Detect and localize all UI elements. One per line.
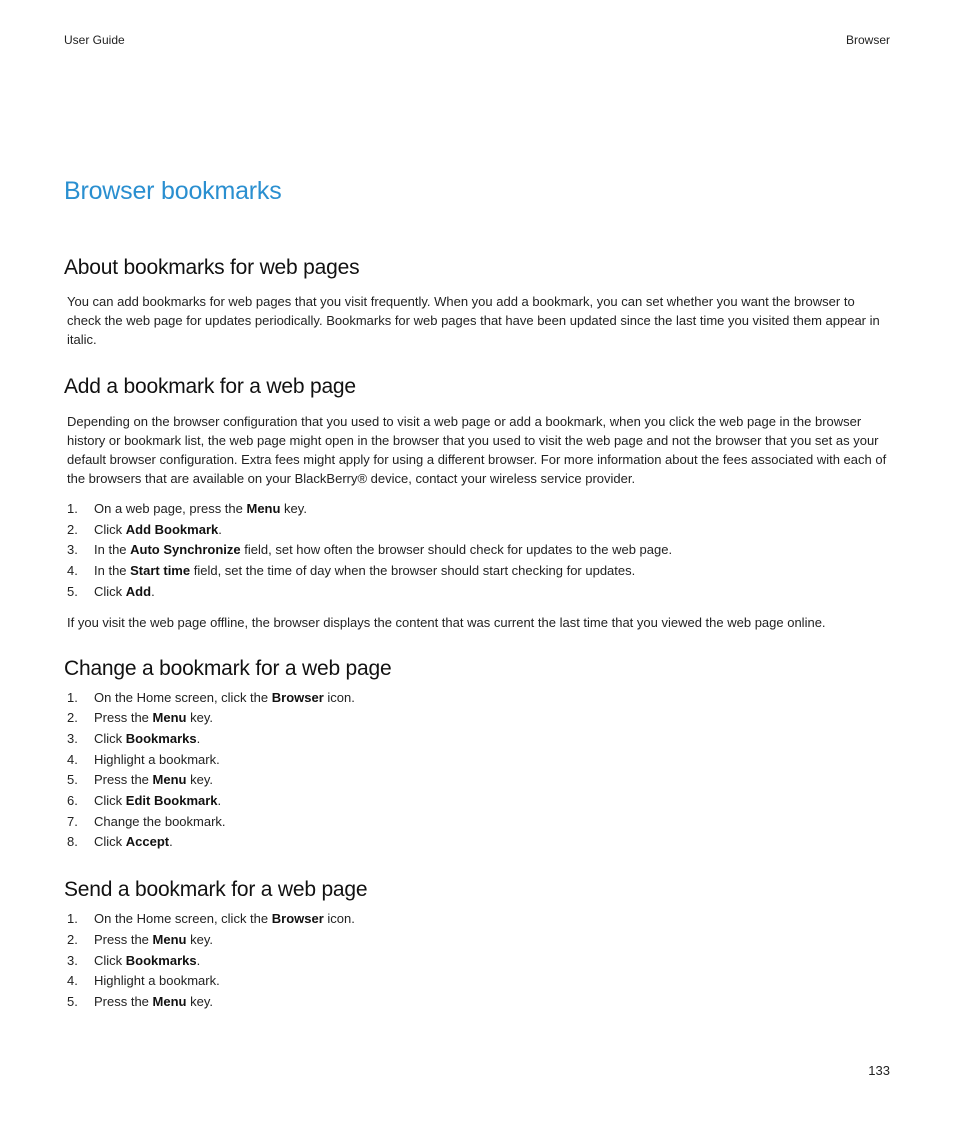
step-number: 3. xyxy=(67,730,78,746)
step-text: Click xyxy=(94,793,126,809)
step-text: Click xyxy=(94,583,126,599)
step-item xyxy=(64,992,892,1013)
step-number: 5. xyxy=(67,993,78,1009)
page-number: 133 xyxy=(868,1063,890,1078)
step-item xyxy=(64,832,892,853)
step-ui-term: Start time xyxy=(130,563,191,579)
section-heading-about: About bookmarks for web pages xyxy=(64,256,360,279)
step-item xyxy=(64,930,892,951)
step-item xyxy=(64,688,892,709)
header-guide-title: User Guide xyxy=(64,33,125,47)
step-text-end: . xyxy=(218,521,222,537)
step-ui-term: Menu xyxy=(152,931,187,947)
step-ui-term: Edit Bookmark xyxy=(125,793,218,809)
step-number: 6. xyxy=(67,793,78,809)
step-text: Change the bookmark. xyxy=(94,813,226,829)
step-number: 2. xyxy=(67,521,78,537)
step-text: On the Home screen, click the xyxy=(94,689,272,705)
step-number: 5. xyxy=(67,772,78,788)
step-number: 2. xyxy=(67,710,78,726)
step-item xyxy=(64,909,892,930)
step-item xyxy=(64,812,892,833)
step-number: 1. xyxy=(67,501,78,516)
step-text: In the xyxy=(94,563,131,579)
step-text: Press the xyxy=(94,772,153,788)
step-number: 1. xyxy=(67,911,78,927)
step-ui-term: Add Bookmark xyxy=(125,521,219,537)
step-text: Press the xyxy=(94,993,153,1009)
step-item xyxy=(64,951,892,972)
step-item xyxy=(64,499,892,520)
step-item xyxy=(64,729,892,750)
step-number: 4. xyxy=(67,751,78,767)
step-item xyxy=(64,708,892,729)
step-text-end: key. xyxy=(280,501,307,516)
page-content xyxy=(64,174,892,1013)
section-heading-send: Send a bookmark for a web page xyxy=(64,878,368,902)
step-item xyxy=(64,582,892,603)
step-ui-term: Bookmarks xyxy=(125,730,197,746)
page-title: Browser bookmarks xyxy=(64,177,282,205)
step-text: In the xyxy=(94,542,131,558)
running-header xyxy=(64,33,890,49)
step-number: 8. xyxy=(67,834,78,850)
step-number: 2. xyxy=(67,931,78,947)
step-text-end: . xyxy=(196,730,201,746)
step-text-end: key. xyxy=(186,993,213,1009)
step-text: Press the xyxy=(94,710,153,726)
step-text: Click xyxy=(94,834,126,850)
step-text-end: field, set the time of day when the browser should start checking for updates. xyxy=(190,563,636,579)
header-section-title: Browser xyxy=(845,33,890,47)
step-text: On the Home screen, click the xyxy=(94,911,272,927)
step-number: 3. xyxy=(67,542,78,558)
step-item xyxy=(64,971,892,992)
step-item xyxy=(64,540,892,561)
steps-list-change xyxy=(64,688,892,854)
step-text: Click xyxy=(94,952,126,968)
step-number: 5. xyxy=(67,583,78,599)
step-text-end: icon. xyxy=(323,911,355,927)
step-text: Highlight a bookmark. xyxy=(94,751,220,767)
step-item xyxy=(64,561,892,582)
step-text-end: . xyxy=(196,952,201,968)
step-item xyxy=(64,520,892,541)
step-ui-term: Browser xyxy=(271,689,324,705)
step-number: 3. xyxy=(67,952,78,968)
step-text: Press the xyxy=(94,931,153,947)
step-number: 1. xyxy=(67,689,78,705)
steps-list-add xyxy=(64,499,892,603)
step-number: 4. xyxy=(67,973,78,989)
step-text-end: . xyxy=(151,583,155,599)
step-item xyxy=(64,791,892,812)
section-body-about: You can add bookmarks for web pages that you visit frequently. When you add a bookmark, you can set whether you want the browser to check the web page for updates periodically. Bookmarks for web pages that have been updated since the last time you visited them appear in italic. xyxy=(67,294,880,347)
step-text-end: icon. xyxy=(323,689,355,705)
step-ui-term: Add xyxy=(125,583,152,599)
step-ui-term: Browser xyxy=(271,911,324,927)
step-text: On a web page, press the xyxy=(94,501,247,516)
step-text: Click xyxy=(94,521,126,537)
section-note-add: If you visit the web page offline, the browser displays the content that was current the last time that you viewed the web page online. xyxy=(67,614,826,630)
step-text: Highlight a bookmark. xyxy=(94,973,220,989)
step-ui-term: Accept xyxy=(125,834,170,850)
section-heading-add: Add a bookmark for a web page xyxy=(64,375,356,398)
steps-list-send xyxy=(64,909,892,1013)
step-text-end: key. xyxy=(186,710,213,726)
step-ui-term: Menu xyxy=(152,993,187,1009)
section-body-add: Depending on the browser configuration that you used to visit a web page or add a bookmark, when you click the web page in the browser history or bookmark list, the web page might open in the browser that you used to visit the web page and not the browser that you set as your default browser configuration. Extra fees might apply for using a different browser. For more information about the fees associated with each of the browsers that are available on your BlackBerry® device, contact your wireless service provider. xyxy=(67,414,887,486)
step-ui-term: Menu xyxy=(246,501,281,516)
step-ui-term: Bookmarks xyxy=(125,952,197,968)
step-number: 7. xyxy=(67,813,78,829)
step-text: Click xyxy=(94,730,126,746)
step-text-end: . xyxy=(169,834,173,850)
step-text-end: key. xyxy=(186,772,213,788)
step-text-end: field, set how often the browser should check for updates to the web page. xyxy=(240,542,673,558)
step-text-end: key. xyxy=(186,931,213,947)
step-ui-term: Menu xyxy=(152,772,187,788)
section-heading-change: Change a bookmark for a web page xyxy=(64,656,392,680)
step-ui-term: Auto Synchronize xyxy=(130,542,241,558)
step-number: 4. xyxy=(67,563,78,579)
step-ui-term: Menu xyxy=(152,710,187,726)
step-item xyxy=(64,750,892,771)
step-text-end: . xyxy=(217,793,222,809)
step-item xyxy=(64,770,892,791)
